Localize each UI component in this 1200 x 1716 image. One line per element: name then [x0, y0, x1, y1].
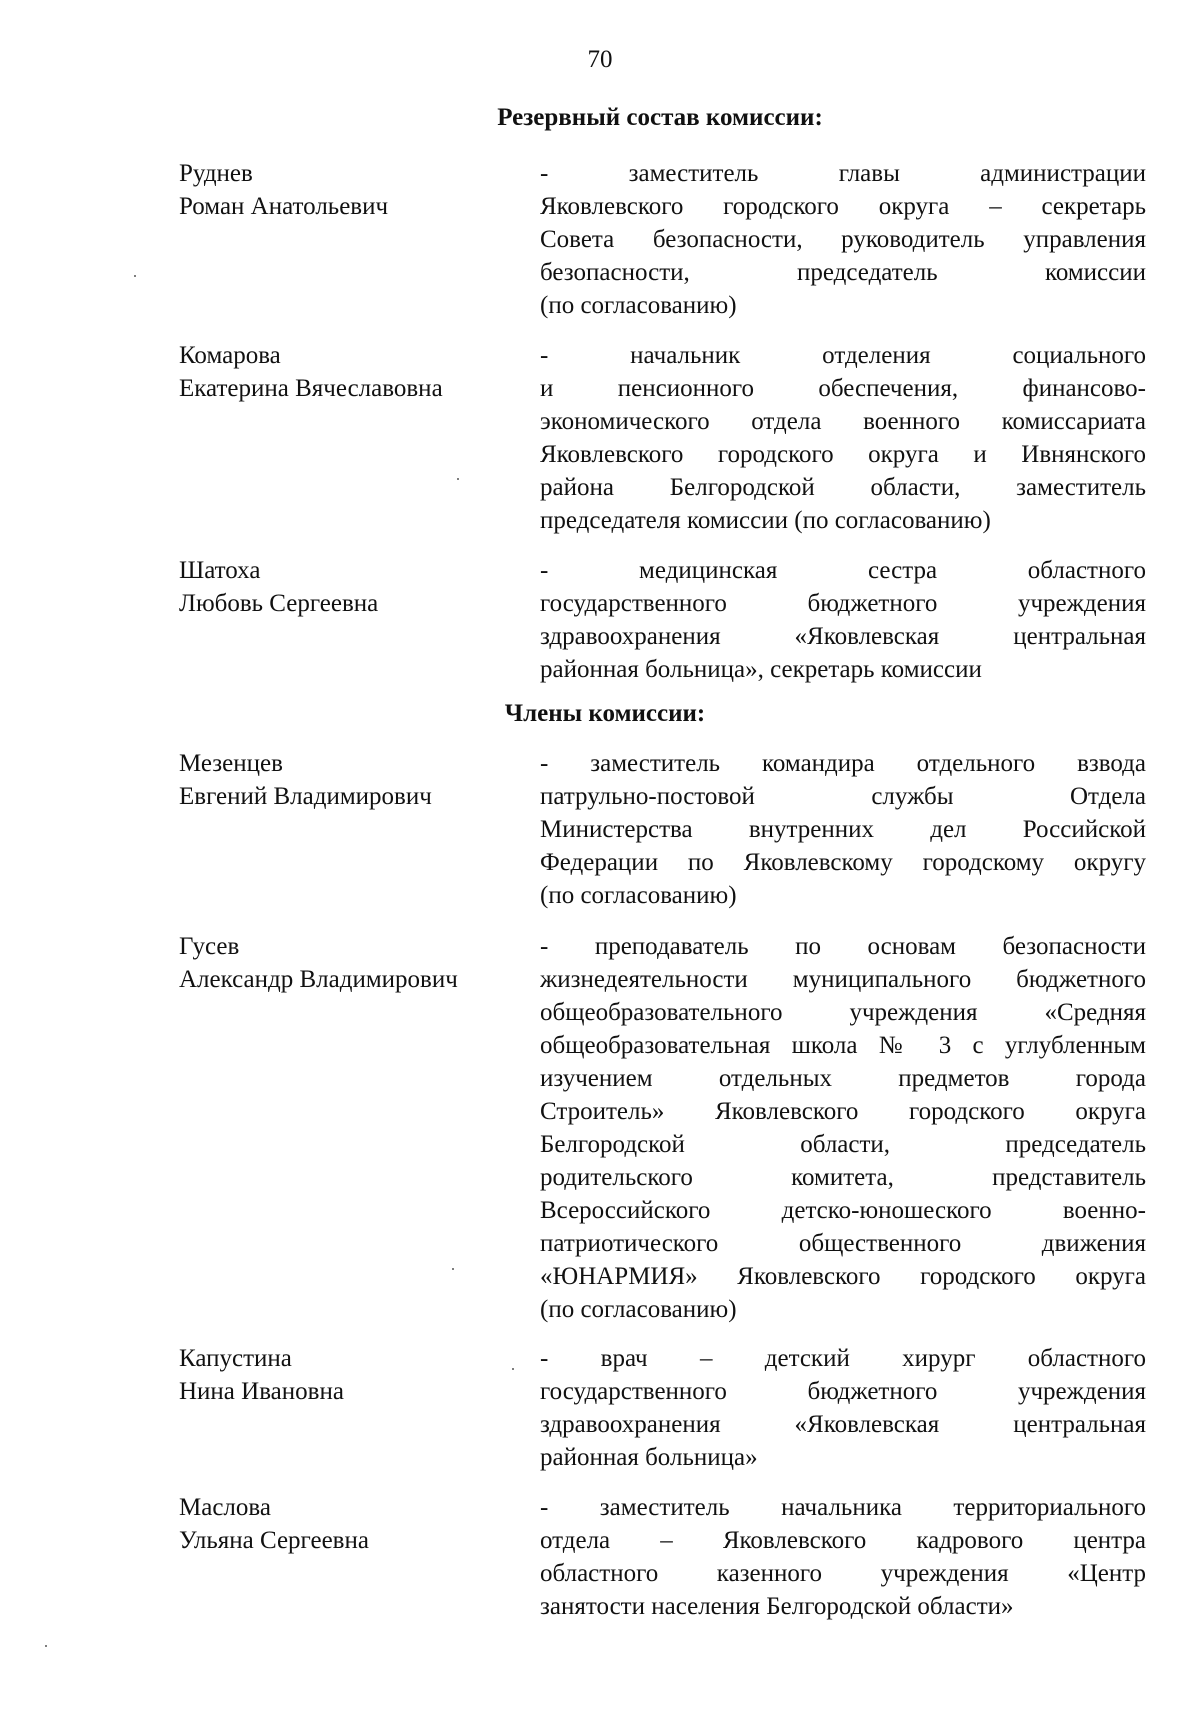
given-names: Александр Владимирович — [179, 966, 458, 993]
person-name — [179, 554, 519, 620]
page-number: 70 — [587, 46, 613, 73]
person-name — [179, 157, 519, 223]
description-line: - заместитель командира отдельного взвода — [540, 750, 1146, 777]
description-line: Всероссийского детско-юношеского военно- — [540, 1197, 1146, 1224]
position-description — [540, 1491, 1146, 1623]
description-line: - заместитель главы администрации — [540, 160, 1146, 187]
description-line: патрульно-постовой службы Отдела — [540, 783, 1146, 810]
description-line: председателя комиссии (по согласованию) — [540, 507, 991, 534]
description-line: Строитель» Яковлевского городского округа — [540, 1098, 1146, 1125]
surname: Маслова — [179, 1494, 271, 1521]
position-description — [540, 339, 1146, 537]
description-line: безопасности, председатель комиссии — [540, 259, 1146, 286]
description-line: районная больница» — [540, 1444, 758, 1471]
description-line: - заместитель начальника территориального — [540, 1494, 1146, 1521]
description-line: - преподаватель по основам безопасности — [540, 933, 1146, 960]
reserve-heading: Резервный состав комиссии: — [497, 104, 823, 131]
person-name — [179, 930, 519, 996]
description-line: - начальник отделения социального — [540, 342, 1146, 369]
description-line: (по согласованию) — [540, 1296, 737, 1323]
description-line: Совета безопасности, руководитель управления — [540, 226, 1146, 253]
given-names: Екатерина Вячеславовна — [179, 375, 443, 402]
description-line: занятости населения Белгородской области» — [540, 1593, 1014, 1620]
given-names: Евгений Владимирович — [179, 783, 432, 810]
description-line: жизнедеятельности муниципального бюджетного — [540, 966, 1146, 993]
scan-speck — [457, 478, 459, 480]
given-names: Роман Анатольевич — [179, 193, 389, 220]
position-description — [540, 157, 1146, 322]
position-description — [540, 554, 1146, 686]
surname: Руднев — [179, 160, 253, 187]
description-line: областного казенного учреждения «Центр — [540, 1560, 1146, 1587]
description-line: районная больница», секретарь комиссии — [540, 656, 982, 683]
description-line: Яковлевского городского округа и Ивнянского — [540, 441, 1146, 468]
person-name — [179, 747, 519, 813]
description-line: общеобразовательного учреждения «Средняя — [540, 999, 1146, 1026]
description-line: здравоохранения «Яковлевская центральная — [540, 1411, 1146, 1438]
description-line: общеобразовательная школа № 3 с углубленным — [540, 1032, 1146, 1059]
description-line: отдела – Яковлевского кадрового центра — [540, 1527, 1146, 1554]
description-line: района Белгородской области, заместитель — [540, 474, 1146, 501]
description-line: - врач – детский хирург областного — [540, 1345, 1146, 1372]
scan-speck — [45, 1645, 47, 1647]
description-line: (по согласованию) — [540, 292, 737, 319]
position-description — [540, 747, 1146, 912]
description-line: экономического отдела военного комиссариата — [540, 408, 1146, 435]
description-line: Белгородской области, председатель — [540, 1131, 1146, 1158]
description-line: (по согласованию) — [540, 882, 737, 909]
description-line: «ЮНАРМИЯ» Яковлевского городского округа — [540, 1263, 1146, 1290]
person-name — [179, 1342, 519, 1408]
surname: Шатоха — [179, 557, 261, 584]
description-line: - медицинская сестра областного — [540, 557, 1146, 584]
position-description — [540, 1342, 1146, 1474]
surname: Гусев — [179, 933, 240, 960]
person-name — [179, 339, 519, 405]
description-line: Министерства внутренних дел Российской — [540, 816, 1146, 843]
description-line: государственного бюджетного учреждения — [540, 1378, 1146, 1405]
scan-speck — [452, 1268, 454, 1270]
given-names: Нина Ивановна — [179, 1378, 344, 1405]
description-line: здравоохранения «Яковлевская центральная — [540, 623, 1146, 650]
person-name — [179, 1491, 519, 1557]
description-line: государственного бюджетного учреждения — [540, 590, 1146, 617]
description-line: изучением отдельных предметов города — [540, 1065, 1146, 1092]
members-heading: Члены комиссии: — [504, 700, 706, 727]
given-names: Ульяна Сергеевна — [179, 1527, 369, 1554]
surname: Комарова — [179, 342, 281, 369]
scan-speck — [512, 1368, 514, 1370]
description-line: Яковлевского городского округа – секретарь — [540, 193, 1146, 220]
given-names: Любовь Сергеевна — [179, 590, 379, 617]
position-description — [540, 930, 1146, 1326]
surname: Мезенцев — [179, 750, 283, 777]
description-line: Федерации по Яковлевскому городскому округу — [540, 849, 1146, 876]
description-line: и пенсионного обеспечения, финансово- — [540, 375, 1146, 402]
description-line: родительского комитета, представитель — [540, 1164, 1146, 1191]
description-line: патриотического общественного движения — [540, 1230, 1146, 1257]
surname: Капустина — [179, 1345, 292, 1372]
scan-speck — [134, 275, 136, 277]
